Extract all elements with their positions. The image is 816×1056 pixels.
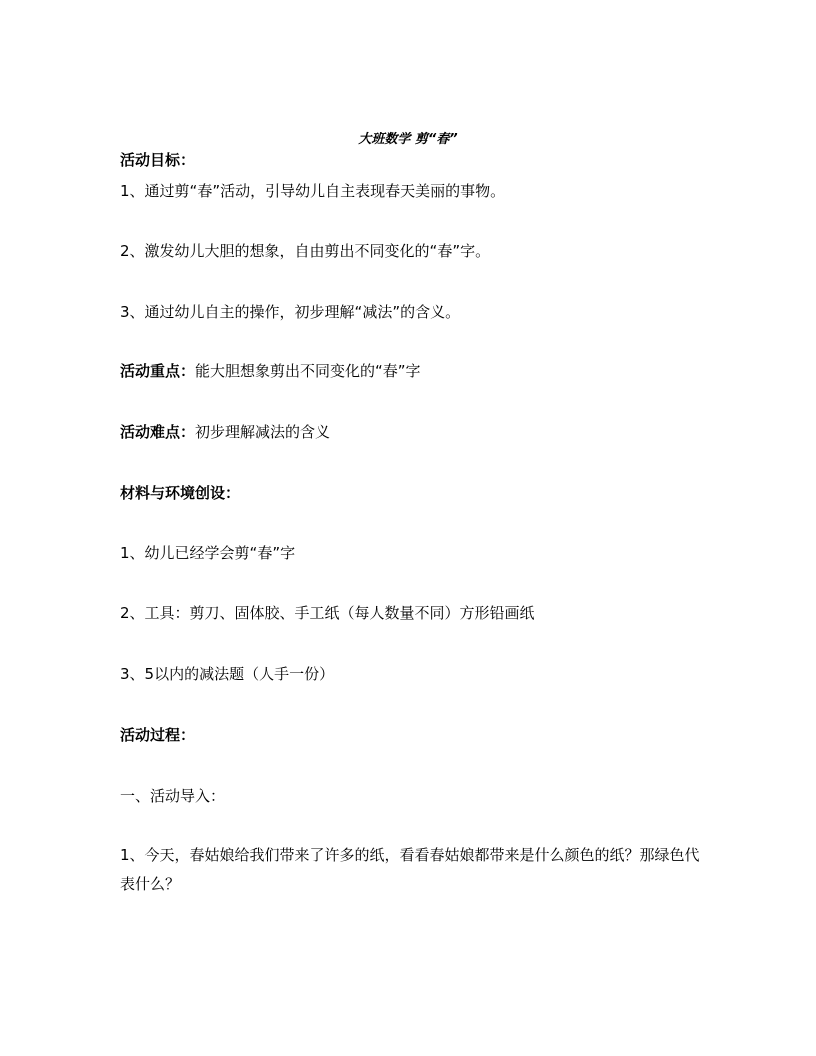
materials-heading: 材料与环境创设： — [120, 484, 241, 502]
key-point-text: 能大胆想象剪出不同变化的“春”字 — [195, 362, 421, 380]
goal-item-3: 3、通过幼儿自主的操作，初步理解“减法”的含义。 — [120, 303, 461, 321]
key-point-row — [120, 361, 421, 381]
goal-item-1: 1、通过剪“春”活动，引导幼儿自主表现春天美丽的事物。 — [120, 182, 506, 200]
difficulty-text: 初步理解减法的含义 — [195, 423, 331, 441]
process-step-1: 1、今天，春姑娘给我们带来了许多的纸，看看春姑娘都带来是什么颜色的纸？那绿色代表什么？ — [120, 846, 700, 893]
process-heading: 活动过程： — [120, 726, 196, 744]
material-item-3: 3、5以内的减法题（人手一份） — [120, 665, 335, 683]
difficulty-label: 活动难点： — [120, 423, 196, 441]
key-point-label: 活动重点： — [120, 362, 196, 380]
document-title: 大班数学 剪“春” — [358, 132, 458, 147]
material-item-1: 1、幼儿已经学会剪“春”字 — [120, 544, 296, 562]
process-section-1: 一、活动导入： — [120, 787, 226, 805]
material-item-2: 2、工具：剪刀、固体胶、手工纸（每人数量不同）方形铅画纸 — [120, 604, 535, 622]
goals-heading: 活动目标： — [120, 151, 196, 169]
goal-item-2: 2、激发幼儿大胆的想象，自由剪出不同变化的“春”字。 — [120, 242, 491, 260]
difficulty-row — [120, 422, 330, 442]
